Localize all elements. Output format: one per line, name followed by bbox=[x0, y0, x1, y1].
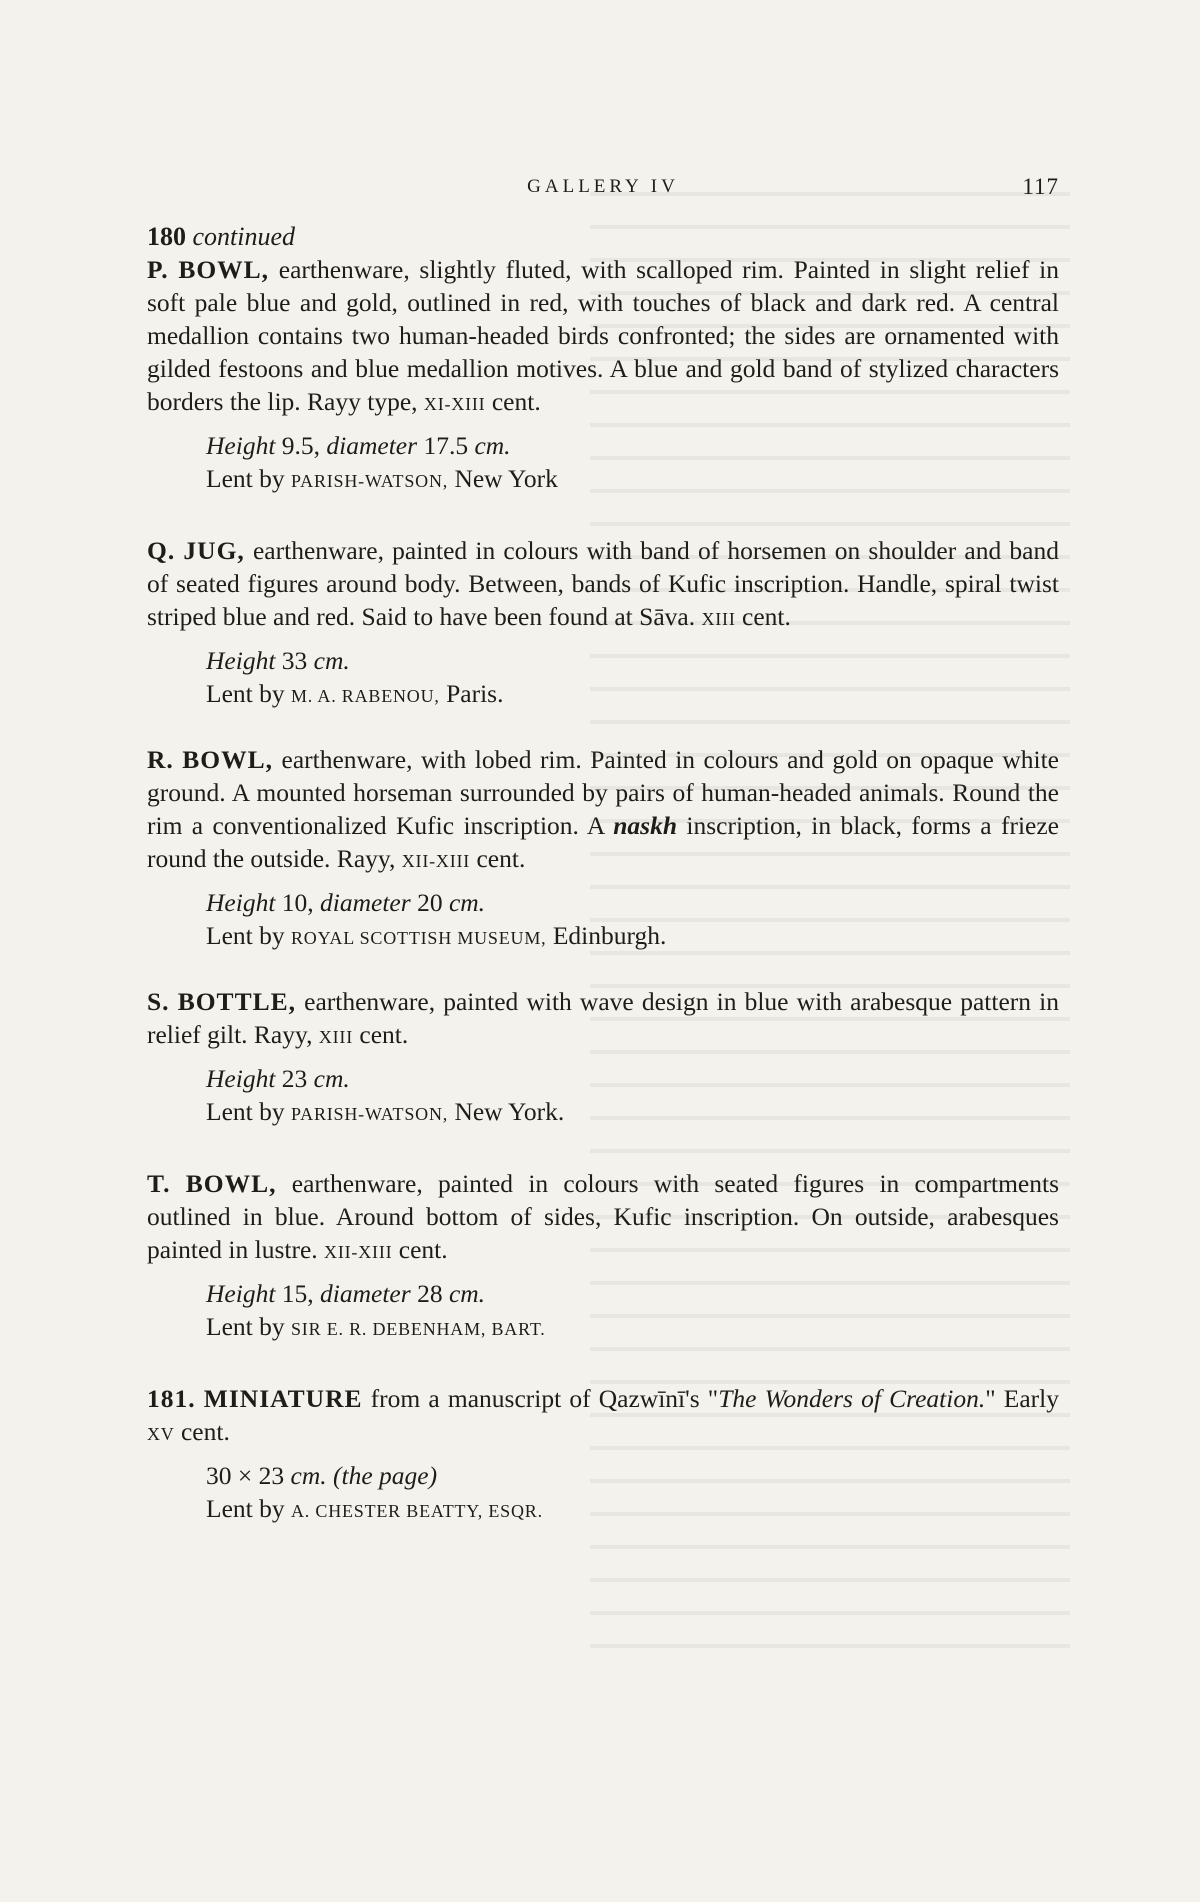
entry-dimensions bbox=[147, 644, 1059, 677]
dim-unit: cm. bbox=[313, 646, 350, 675]
dim-value: 9.5, bbox=[275, 431, 327, 460]
entry-t bbox=[147, 1167, 1059, 1346]
lent-suffix: New York. bbox=[448, 1097, 565, 1126]
lent-suffix: Paris. bbox=[439, 679, 504, 708]
entry-text: earthenware, painted with wave design in blue with arabesque pattern in relief gilt. Rayy, bbox=[147, 987, 1060, 1049]
entry-italic-word: naskh bbox=[613, 811, 678, 840]
entry-lender-line bbox=[147, 1095, 1059, 1131]
lent-suffix: Edinburgh. bbox=[546, 921, 667, 950]
entry-century: XII-XIII bbox=[401, 851, 471, 871]
running-head bbox=[147, 170, 1059, 210]
dim-value: 28 bbox=[410, 1279, 449, 1308]
entry-lender-line bbox=[147, 1310, 1059, 1346]
lent-prefix: Lent by bbox=[206, 1494, 291, 1523]
entry-s bbox=[147, 985, 1059, 1131]
entry-q bbox=[147, 534, 1059, 713]
lender-name: SIR E. R. DEBENHAM, BART. bbox=[290, 1319, 546, 1339]
dim-value: 17.5 bbox=[417, 431, 475, 460]
lent-prefix: Lent by bbox=[206, 464, 291, 493]
entry-dimensions bbox=[147, 886, 1059, 919]
entry-number: 181. bbox=[147, 1384, 196, 1413]
lender-name: ROYAL SCOTTISH MUSEUM, bbox=[290, 928, 547, 948]
entry-century: XII-XIII bbox=[324, 1242, 393, 1262]
lent-suffix: New York bbox=[448, 464, 558, 493]
lent-prefix: Lent by bbox=[206, 1097, 291, 1126]
dim-value: 23 bbox=[275, 1064, 314, 1093]
entry-text-end: cent. bbox=[353, 1020, 409, 1049]
entry-letter: T. bbox=[147, 1169, 171, 1198]
entry-text: earthenware, slightly fluted, with scalloped rim. Painted in slight relief in soft pale blue and gold, outlined in red, with touches of black and dark red. A central medallion contains two human-headed birds confronted; the sides are ornamented with gilded festoons and blue medallion motives. A blue and gold band of stylized characters borders the lip. Rayy type, bbox=[147, 255, 1060, 416]
entry-text-end: cent. bbox=[392, 1235, 448, 1264]
dim-label: Height bbox=[206, 646, 276, 675]
entry-letter: Q. bbox=[147, 536, 176, 565]
dim-note: (the page) bbox=[326, 1461, 438, 1490]
dim-label: diameter bbox=[320, 1279, 411, 1308]
entry-century: XIII bbox=[701, 609, 736, 629]
page-number: 117 bbox=[1022, 174, 1059, 199]
running-title: GALLERY IV bbox=[527, 176, 679, 197]
entry-description bbox=[147, 985, 1059, 1054]
entry-dimensions bbox=[147, 1062, 1059, 1095]
entry-title: JUG, bbox=[183, 536, 245, 565]
dim-unit: cm. bbox=[290, 1461, 327, 1490]
entry-description bbox=[147, 1382, 1059, 1451]
lender-name: M. A. RABENOU, bbox=[290, 686, 440, 706]
entry-r bbox=[147, 743, 1059, 955]
dim-unit: cm. bbox=[448, 888, 486, 917]
dim-value: 33 bbox=[275, 646, 314, 675]
entry-181 bbox=[147, 1382, 1059, 1528]
entry-text: from a manuscript of Qazwīnī's " bbox=[362, 1384, 719, 1413]
dim-unit: cm. bbox=[448, 1279, 486, 1308]
entry-p bbox=[147, 253, 1059, 498]
entry-description bbox=[147, 743, 1059, 878]
entry-text-end: cent. bbox=[174, 1417, 230, 1446]
entry-lender-line bbox=[147, 919, 1059, 955]
entry-letter: S. bbox=[147, 987, 170, 1016]
entry-letter: R. bbox=[147, 745, 174, 774]
entry-title: BOWL, bbox=[185, 1169, 277, 1198]
entry-dimensions bbox=[147, 429, 1059, 462]
entry-title: BOWL, bbox=[178, 255, 270, 284]
entry-century: XI-XIII bbox=[423, 394, 486, 414]
entry-description bbox=[147, 1167, 1059, 1269]
catalogue-page bbox=[147, 170, 1059, 1528]
entry-century: XV bbox=[147, 1424, 175, 1444]
dim-label: Height bbox=[206, 888, 276, 917]
lent-prefix: Lent by bbox=[206, 1312, 291, 1341]
entry-lender-line bbox=[147, 1492, 1059, 1528]
lent-prefix: Lent by bbox=[206, 679, 291, 708]
dim-label: Height bbox=[206, 1279, 276, 1308]
lender-name: A. CHESTER BEATTY, ESQR. bbox=[290, 1501, 543, 1521]
dim-label: Height bbox=[206, 1064, 276, 1093]
entry-letter: P. bbox=[147, 255, 169, 284]
entry-title: BOWL, bbox=[182, 745, 274, 774]
entry-lender-line bbox=[147, 677, 1059, 713]
entry-text-mid: " Early bbox=[985, 1384, 1060, 1413]
entry-text: earthenware, painted in colours with seated figures in compartments outlined in blue. Around bottom of sides, Kufic inscription. On outside, arabesques painted in lustre. bbox=[147, 1169, 1060, 1264]
entry-century: XIII bbox=[318, 1027, 354, 1047]
entry-lender-line bbox=[147, 462, 1059, 498]
lent-prefix: Lent by bbox=[206, 921, 291, 950]
dim-label: diameter bbox=[320, 888, 411, 917]
entry-dimensions bbox=[147, 1459, 1059, 1492]
entry-text-end: cent. bbox=[735, 602, 791, 631]
entry-description bbox=[147, 534, 1059, 636]
entry-title: MINIATURE bbox=[203, 1384, 363, 1413]
continued-number: 180 bbox=[147, 222, 186, 251]
lender-name: PARISH-WATSON, bbox=[290, 1104, 449, 1124]
dim-value: 30 × 23 bbox=[206, 1461, 291, 1490]
dim-label: diameter bbox=[326, 431, 418, 460]
entry-text-end: cent. bbox=[470, 844, 526, 873]
continued-heading bbox=[147, 220, 1059, 253]
entry-dimensions bbox=[147, 1277, 1059, 1310]
entry-text-mid: inscription, in black, forms a frieze round the outside. Rayy, bbox=[147, 811, 1059, 873]
continued-label: continued bbox=[192, 222, 296, 251]
dim-label: Height bbox=[206, 431, 276, 460]
entry-title: BOTTLE, bbox=[177, 987, 296, 1016]
lender-name: PARISH-WATSON, bbox=[290, 471, 449, 491]
dim-unit: cm. bbox=[474, 431, 511, 460]
entry-description bbox=[147, 253, 1059, 421]
dim-unit: cm. bbox=[313, 1064, 350, 1093]
dim-value: 10, bbox=[275, 888, 321, 917]
dim-value: 20 bbox=[410, 888, 449, 917]
entry-text-end: cent. bbox=[485, 387, 541, 416]
entry-italic-title: The Wonders of Creation. bbox=[718, 1384, 986, 1413]
entry-text: earthenware, painted in colours with band of horsemen on shoulder and band of seated figures around body. Between, bands of Kufic inscription. Handle, spiral twist striped blue and red. Said to have been found at Sāva. bbox=[147, 536, 1059, 631]
dim-value: 15, bbox=[275, 1279, 321, 1308]
entry-text: earthenware, with lobed rim. Painted in colours and gold on opaque white ground. A mounted horseman surrounded by pairs of human-headed animals. Round the rim a conventionalized Kufic inscription. A bbox=[147, 745, 1059, 840]
